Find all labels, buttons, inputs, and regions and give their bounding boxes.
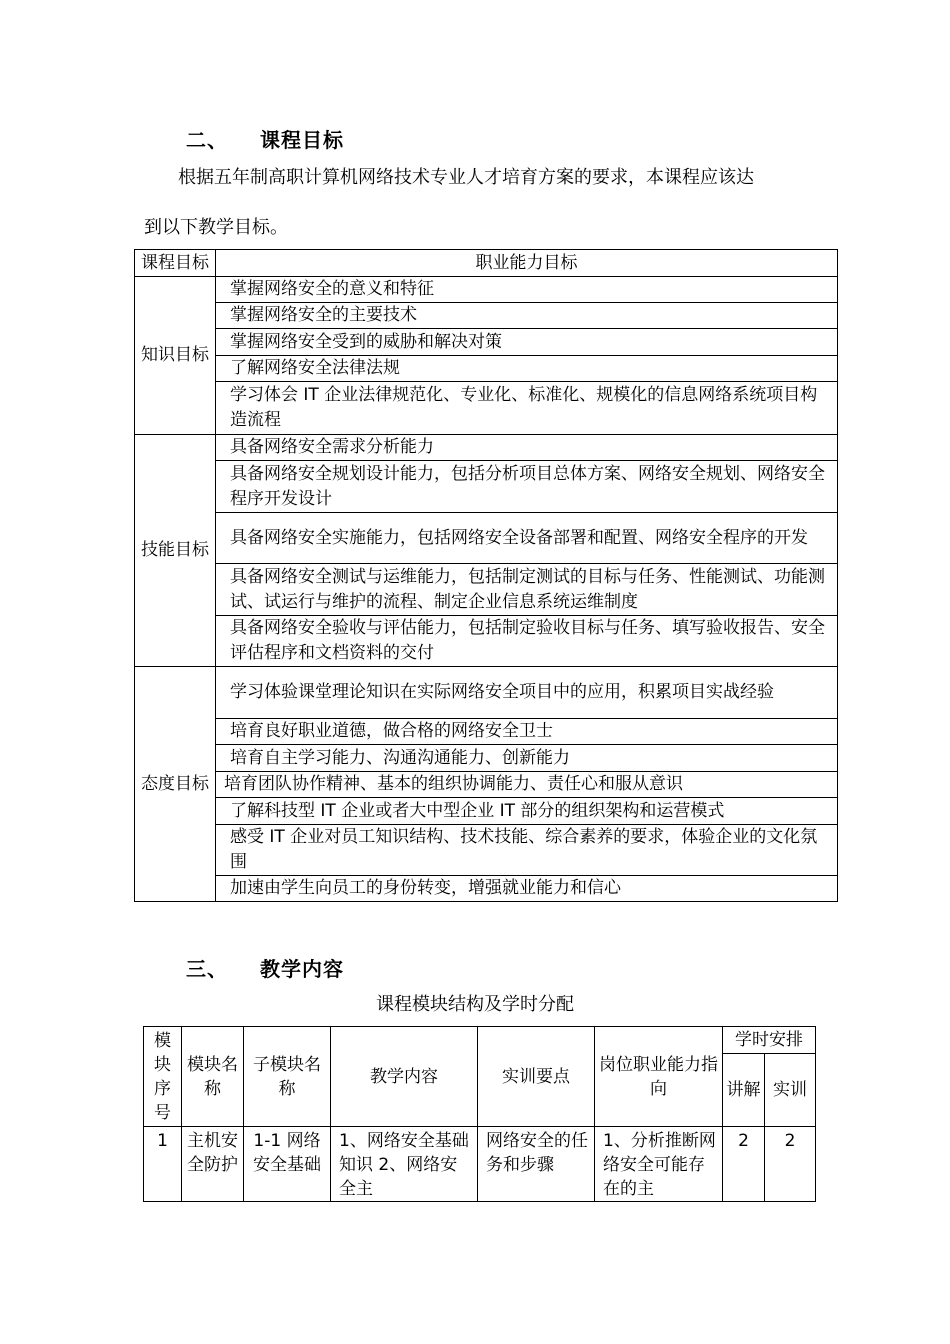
table-row xyxy=(135,772,838,798)
row-training-hours: 2 xyxy=(765,1127,816,1202)
table-row xyxy=(135,356,838,382)
goals-header-row xyxy=(135,250,838,277)
intro-line-2: 到以下教学目标。 xyxy=(144,217,288,238)
header-lecture: 讲解 xyxy=(723,1054,765,1127)
header-ability: 岗位职业能力指向 xyxy=(595,1027,723,1127)
table-row xyxy=(144,1127,816,1202)
knowledge-goal-item: 掌握网络安全受到的威胁和解决对策 xyxy=(216,329,838,356)
goals-header-category: 课程目标 xyxy=(135,250,216,277)
skill-goal-item: 具备网络安全测试与运维能力，包括制定测试的目标与任务、性能测试、功能测试、试运行与维护的流程、制定企业信息系统运维制度 xyxy=(216,564,838,616)
knowledge-goal-item: 掌握网络安全的主要技术 xyxy=(216,303,838,329)
table-row xyxy=(135,745,838,772)
row-practice: 网络安全的任务和步骤 xyxy=(478,1127,595,1202)
table-row xyxy=(135,461,838,513)
section-3-number: 三、 xyxy=(186,957,228,981)
section-3-title: 教学内容 xyxy=(260,957,344,981)
table-row xyxy=(135,825,838,876)
table-row xyxy=(135,329,838,356)
skill-goal-item: 具备网络安全需求分析能力 xyxy=(216,435,838,461)
row-lecture-hours: 2 xyxy=(723,1127,765,1202)
course-modules-table xyxy=(143,1026,816,1202)
table-row xyxy=(135,513,838,564)
intro-line-1: 根据五年制高职计算机网络技术专业人才培育方案的要求，本课程应该达 xyxy=(178,167,754,188)
table-row xyxy=(135,616,838,667)
course-goals-table xyxy=(134,249,838,902)
header-module-name: 模块名称 xyxy=(182,1027,244,1127)
modules-header-row xyxy=(144,1027,816,1054)
attitude-goal-item: 了解科技型 IT 企业或者大中型企业 IT 部分的组织架构和运营模式 xyxy=(216,798,838,825)
skill-goal-item: 具备网络安全验收与评估能力，包括制定验收目标与任务、填写验收报告、安全评估程序和文档资料的交付 xyxy=(216,616,838,667)
skill-goal-item: 具备网络安全实施能力，包括网络安全设备部署和配置、网络安全程序的开发 xyxy=(216,513,838,564)
modules-table-caption: 课程模块结构及学时分配 xyxy=(376,994,574,1015)
header-hours: 学时安排 xyxy=(723,1027,816,1054)
header-practice: 实训要点 xyxy=(478,1027,595,1127)
header-training: 实训 xyxy=(765,1054,816,1127)
table-row xyxy=(135,277,838,303)
section-2-title: 课程目标 xyxy=(260,128,344,152)
knowledge-goals-label: 知识目标 xyxy=(135,277,216,435)
table-row xyxy=(135,564,838,616)
attitude-goal-item: 培育团队协作精神、基本的组织协调能力、责任心和服从意识 xyxy=(216,772,838,798)
table-row xyxy=(135,798,838,825)
skill-goal-item: 具备网络安全规划设计能力，包括分析项目总体方案、网络安全规划、网络安全程序开发设计 xyxy=(216,461,838,513)
row-ability: 1、分析推断网络安全可能存在的主 xyxy=(595,1127,723,1202)
attitude-goal-item: 培育自主学习能力、沟通沟通能力、创新能力 xyxy=(216,745,838,772)
row-module-no: 1 xyxy=(144,1127,182,1202)
row-content: 1、网络安全基础知识 2、网络安全主 xyxy=(331,1127,478,1202)
table-row xyxy=(135,303,838,329)
section-2-number: 二、 xyxy=(186,128,228,152)
header-module-no: 模块序号 xyxy=(144,1027,182,1127)
table-row xyxy=(135,382,838,435)
knowledge-goal-item: 了解网络安全法律法规 xyxy=(216,356,838,382)
row-module-name: 主机安全防护 xyxy=(182,1127,244,1202)
attitude-goal-item: 加速由学生向员工的身份转变，增强就业能力和信心 xyxy=(216,876,838,902)
attitude-goal-item: 学习体验课堂理论知识在实际网络安全项目中的应用，积累项目实战经验 xyxy=(216,667,838,719)
table-row xyxy=(135,876,838,902)
table-row xyxy=(135,719,838,745)
skill-goals-label: 技能目标 xyxy=(135,435,216,667)
attitude-goals-label: 态度目标 xyxy=(135,667,216,902)
knowledge-goal-item: 学习体会 IT 企业法律规范化、专业化、标准化、规模化的信息网络系统项目构造流程 xyxy=(216,382,838,435)
table-row xyxy=(135,667,838,719)
header-content: 教学内容 xyxy=(331,1027,478,1127)
header-submodule-name: 子模块名称 xyxy=(244,1027,331,1127)
attitude-goal-item: 感受 IT 企业对员工知识结构、技术技能、综合素养的要求，体验企业的文化氛围 xyxy=(216,825,838,876)
row-submodule-name: 1-1 网络安全基础 xyxy=(244,1127,331,1202)
knowledge-goal-item: 掌握网络安全的意义和特征 xyxy=(216,277,838,303)
attitude-goal-item: 培育良好职业道德，做合格的网络安全卫士 xyxy=(216,719,838,745)
table-row xyxy=(135,435,838,461)
goals-header-ability: 职业能力目标 xyxy=(216,250,838,277)
